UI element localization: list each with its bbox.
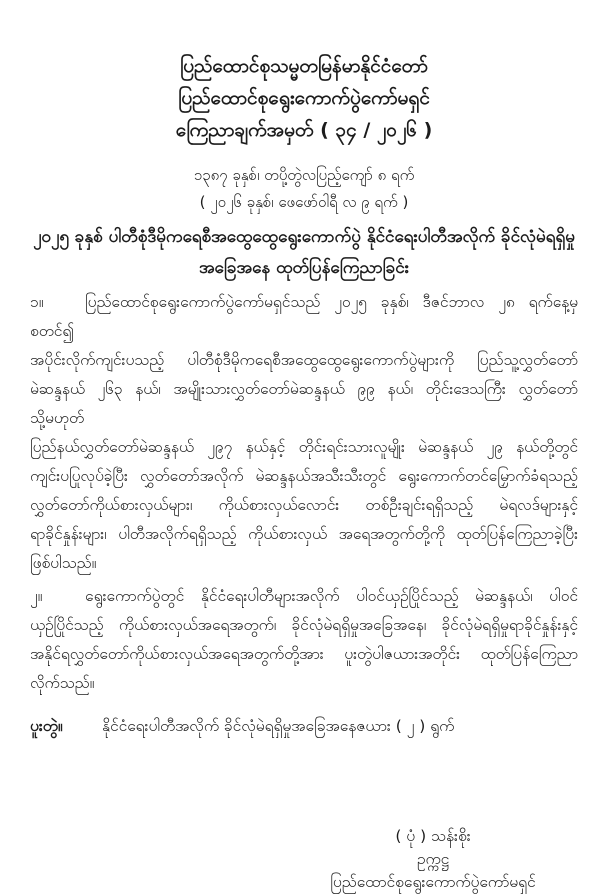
document-body [30, 288, 578, 741]
document-title-line2: အခြေအနေ ထုတ်ပြန်ကြေညာခြင်း [198, 258, 410, 278]
announcement-number: ကြေညာချက်အမှတ် ( ၃၄ / ၂၀၂၆ ) [175, 119, 433, 141]
signature-name: ( ပုံ ) သန်းစိုး [395, 827, 471, 845]
paragraph-line: အပိုင်းလိုက်ကျင်းပသည့် ပါတီစုံဒီမိုကရေစီအထွေထွေရွေးကောက်ပွဲများကို ပြည်သူ့လွှတ်တော် [30, 351, 578, 369]
paragraph-line: ယှဉ်ပြိုင်သည့် ကိုယ်စားလှယ်အရေအတွက်၊ ခိုင်လုံမဲရရှိမှုအခြေအနေ၊ ခိုင်လုံမဲရရှိမှုရာခိုင်နှုန်းနှင့် [30, 616, 578, 634]
date-myanmar-calendar: ၁၃၈၇ ခုနှစ်၊ တပို့တွဲလပြည့်ကျော် ၈ ရက် [193, 166, 415, 184]
document-title-line1: ၂၀၂၅ ခုနှစ် ပါတီစုံဒီမိုကရေစီအထွေထွေရွေးကောက်ပွဲ နိုင်ငံရေးပါတီအလိုက် ခိုင်လုံမဲရရှိမှု [33, 227, 575, 247]
paragraph-line: ကျင်းပပြုလုပ်ခဲ့ပြီး လွှတ်တော်အလိုက် မဲဆန္ဒနယ်အသီးသီးတွင် ရွေးကောက်တင်မြှောက်ခံရသည့် [30, 467, 578, 485]
document-header [30, 50, 578, 146]
paragraph-text: ရွေးကောက်ပွဲတွင် နိုင်ငံရေးပါတီများအလိုက် ပါဝင်ယှဉ်ပြိုင်သည့် မဲဆန္ဒနယ်၊ ပါဝင် [85, 587, 578, 605]
country-title: ပြည်ထောင်စုသမ္မတမြန်မာနိုင်ငံတော် [180, 55, 428, 77]
commission-title: ပြည်ထောင်စုရွေးကောက်ပွဲကော်မရှင် [178, 87, 430, 109]
signature-organization: ပြည်ထောင်စုရွေးကောက်ပွဲကော်မရှင် [330, 873, 536, 891]
paragraph-number: ၁။ [30, 293, 44, 311]
date-gregorian-calendar: ( ၂၀၂၆ ခုနှစ်၊ ဖေဖော်ဝါရီ လ ၉ ရက် ) [199, 193, 409, 211]
paragraph-line: လွှတ်တော်ကိုယ်စားလှယ်များ၊ ကိုယ်စားလှယ်လောင်း တစ်ဦးချင်းရရှိသည့် မဲရလဒ်များနှင့် [30, 496, 578, 514]
paragraph-line: ဖြစ်ပါသည်။ [30, 554, 97, 572]
paragraph-line [30, 288, 578, 346]
paragraph-2 [30, 582, 578, 698]
attachment-text: နိုင်ငံရေးပါတီအလိုက် ခိုင်လုံမဲရရှိမှုအခြေအနေဇယား ( ၂ ) ရွက် [102, 717, 455, 735]
attachment-label: ပူးတွဲ။ [30, 717, 63, 735]
paragraph-line: မဲဆန္ဒနယ် ၂၆၃ နယ်၊ အမျိုးသားလွှတ်တော်မဲဆန္ဒနယ် ၉၉ နယ်၊ တိုင်းဒေသကြီး လွှတ်တော် သို့မဟုတ် [30, 380, 578, 427]
attachment-note [30, 712, 578, 741]
paragraph-text: ပြည်ထောင်စုရွေးကောက်ပွဲကော်မရှင်သည် ၂၀၂၅ ခုနှစ်၊ ဒီဇင်ဘာလ ၂၈ ရက်နေ့မှ စတင်၍ [30, 293, 578, 340]
paragraph-line: ရာခိုင်နှုန်းများ၊ ပါတီအလိုက်ရရှိသည့် ကိုယ်စားလှယ် အရေအတွက်တို့ကို ထုတ်ပြန်ကြေညာခဲ့ပြီး [30, 525, 578, 543]
signature-block [308, 825, 558, 894]
paragraph-line: အနိုင်ရလွှတ်တော်ကိုယ်စားလှယ်အရေအတွက်တို့အား ပူးတွဲပါဇယားအတိုင်း ထုတ်ပြန်ကြေညာ [30, 645, 578, 663]
signature-position: ဥက္ကဋ္ဌ [416, 850, 450, 868]
paragraph-line [30, 582, 578, 611]
paragraph-1 [30, 288, 578, 578]
document-title [30, 222, 578, 284]
paragraph-number: ၂။ [30, 587, 43, 605]
paragraph-line: လိုက်သည်။ [30, 674, 95, 692]
paragraph-line: ပြည်နယ်လွှတ်တော်မဲဆန္ဒနယ် ၂၉၇ နယ်နှင့် တိုင်းရင်းသားလူမျိုး မဲဆန္ဒနယ် ၂၉ နယ်တို့တွင် [30, 438, 578, 456]
date-block [30, 162, 578, 216]
